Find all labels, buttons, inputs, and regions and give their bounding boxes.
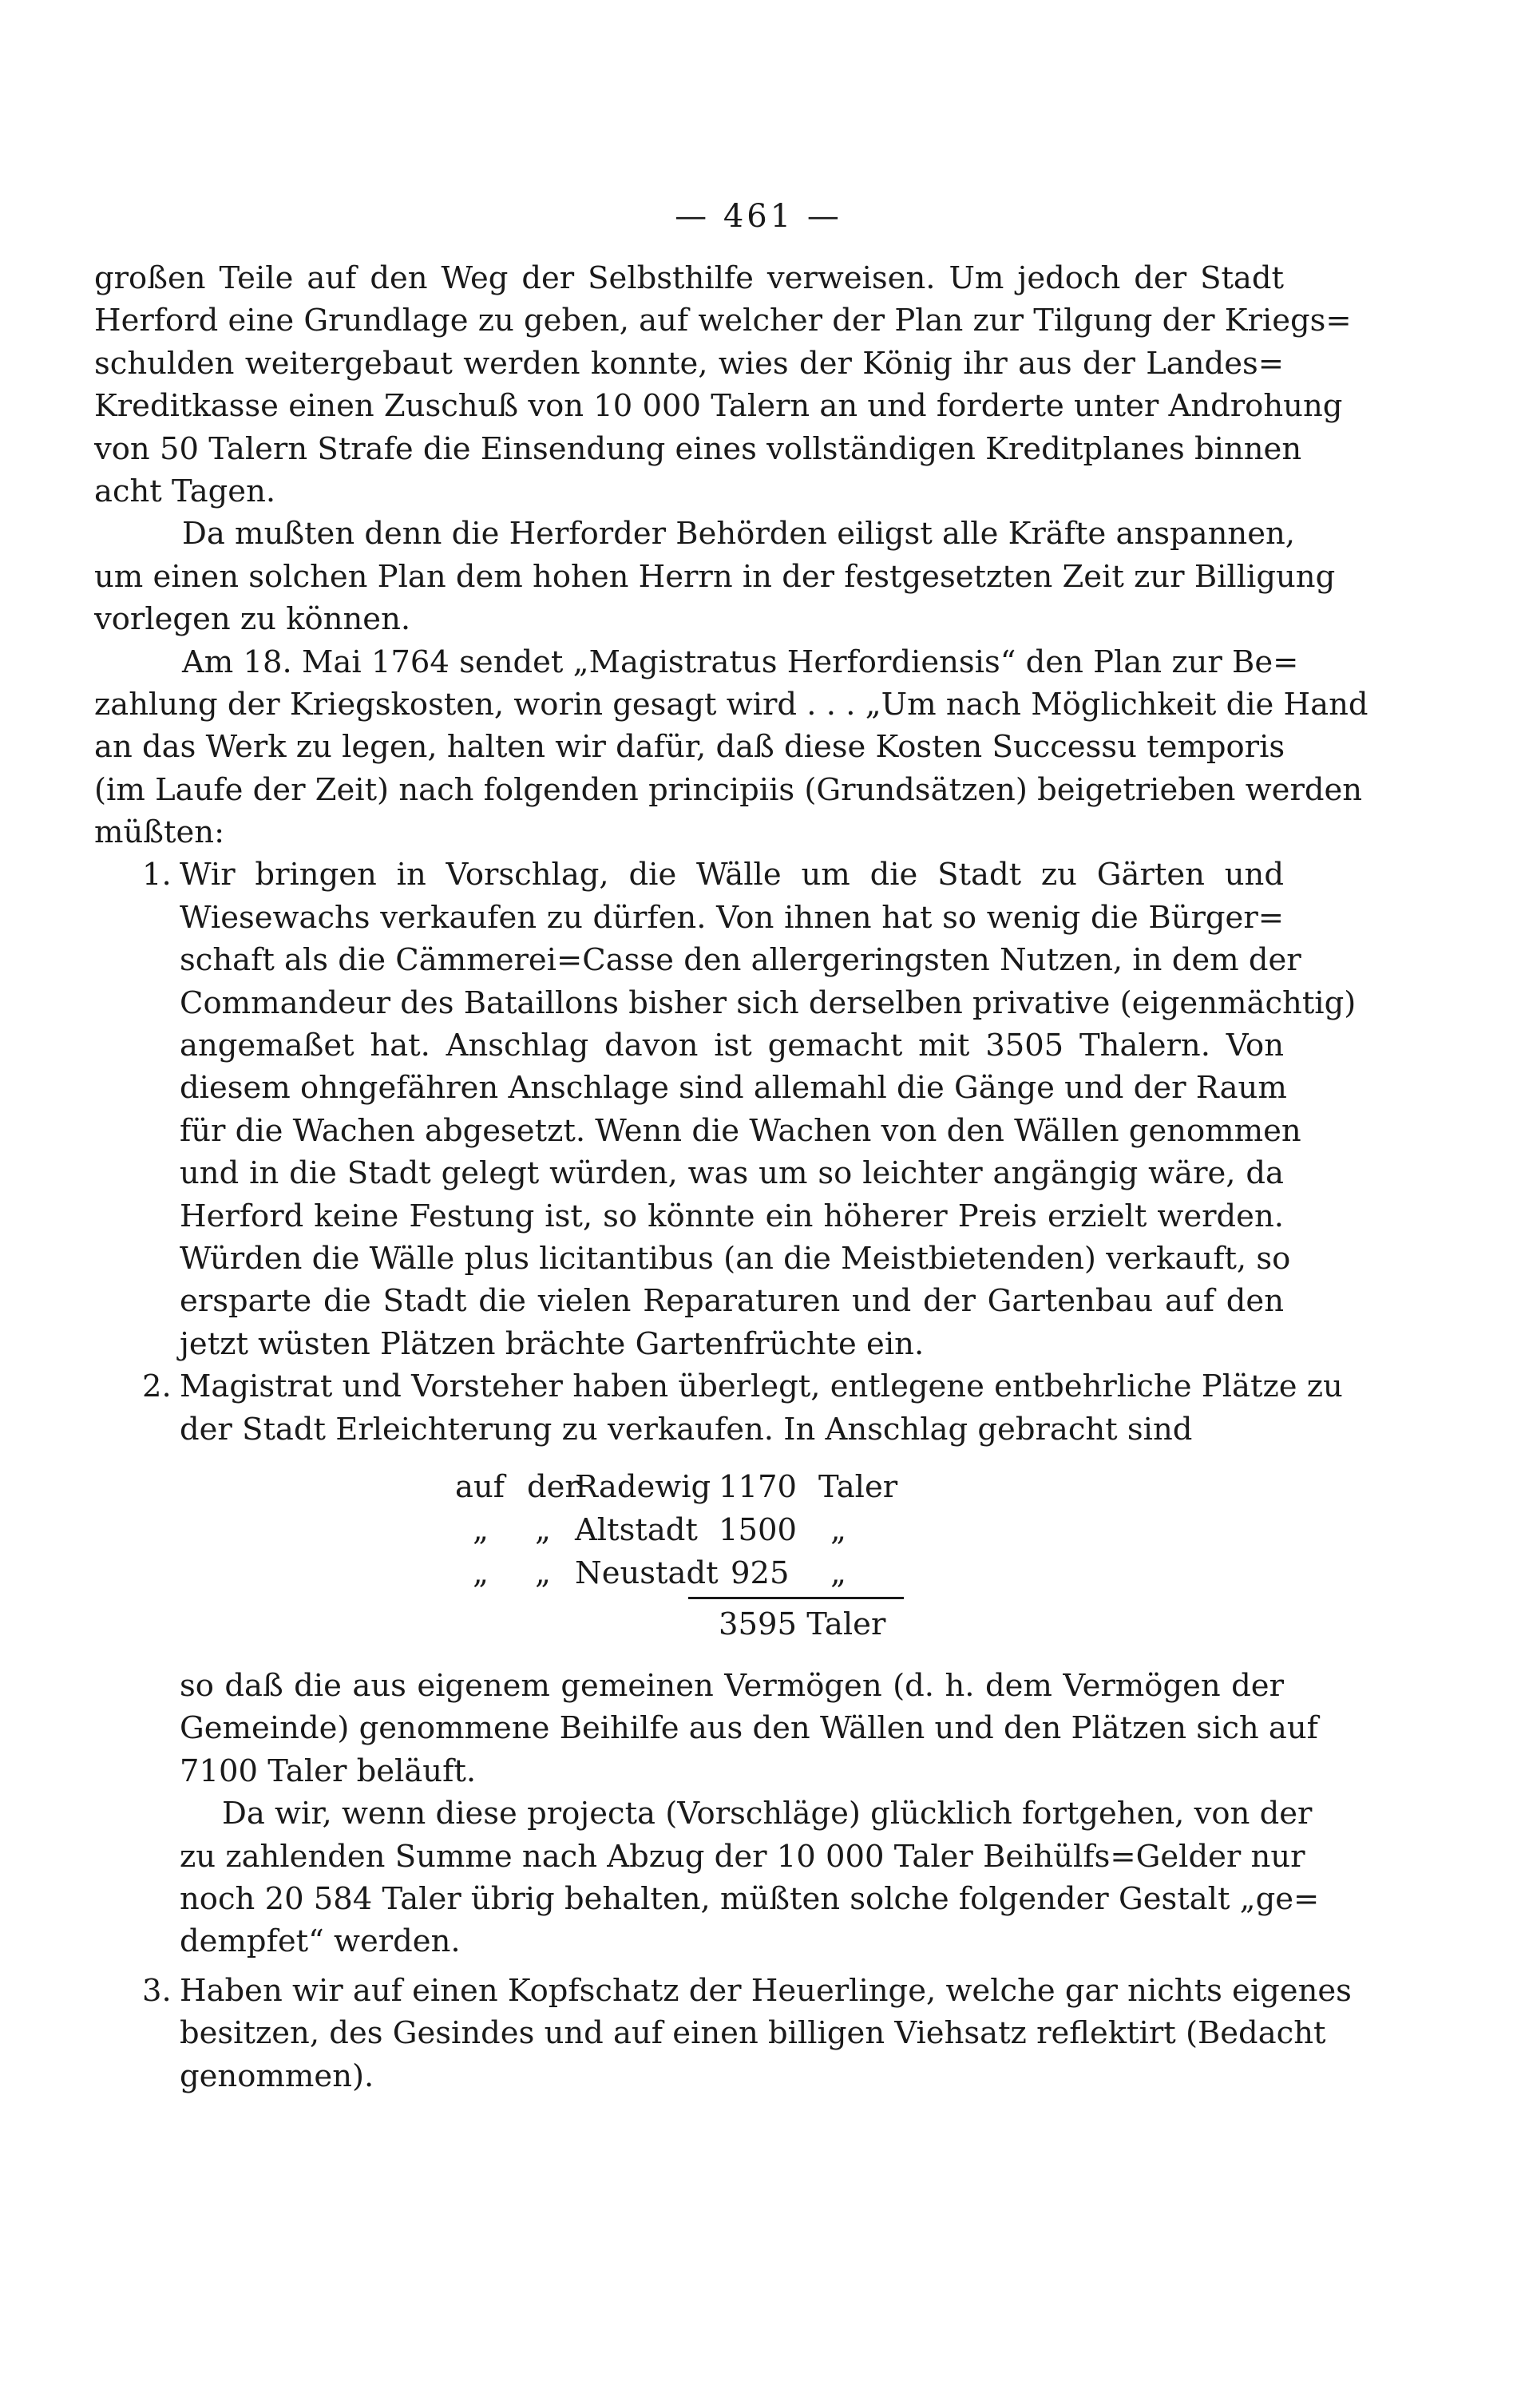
calculation-table [455,1469,902,1642]
list-item-1-line: angemaßet hat. Anschlag davon ist gemacht mit 3505 Thalern. Von [180,1028,1284,1064]
main-text [94,257,1368,1451]
list-number: 1. [142,857,172,893]
list-item-3-line: besitzen, des Gesindes und auf einen billigen Viehsatz reflektirt (Bedacht [180,2015,1326,2052]
list-item-2-line: noch 20 584 Taler übrig behalten, müßten solche folgender Gestalt „ge= [180,1880,1320,1917]
sum-rule [688,1597,904,1599]
list-item-2-line: zu zahlenden Summe nach Abzug der 10 000 Taler Beihülfs=Gelder nur [180,1838,1305,1875]
list-item-2-line: 7100 Taler beläuft. [180,1753,477,1789]
list-item-1-line: und in die Stadt gelegt würden, was um so leichter angängig wäre, da [180,1155,1284,1192]
list-item-2-line: 2. Magistrat und Vorsteher haben überlegt, entlegene entbehrliche Plätze zu [94,1365,1284,1408]
main-text-continued [94,1665,1352,2097]
list-item-1-line: Commandeur des Bataillons bisher sich derselben privative (eigenmächtig) [180,984,1357,1021]
list-item-1-line: jetzt wüsten Plätzen brächte Gartenfrüchte ein. [180,1325,925,1362]
list-item-1-line: Würden die Wälle plus licitantibus (an die Meistbietenden) verkauft, so [180,1240,1291,1277]
list-item-2-line: so daß die aus eigenem gemeinen Vermögen (d. h. dem Vermögen der [180,1668,1284,1704]
list-item-1-line: diesem ohngefähren Anschlage sind allemahl die Gänge und der Raum [180,1070,1287,1107]
text-line: großen Teile auf den Weg der Selbsthilfe verweisen. Um jedoch der Stadt [94,260,1284,296]
text-line: acht Tagen. [94,473,276,509]
list-item-1-line: Herford keine Festung ist, so könnte ein höherer Preis erzielt werden. [180,1198,1284,1234]
list-item-3-line: 3. Haben wir auf einen Kopfschatz der Heuerlinge, welche gar nichts eigenes [94,1970,1284,2012]
text-line: Herford eine Grundlage zu geben, auf welcher der Plan zur Tilgung der Kriegs= [94,303,1352,339]
list-item-2-line: dempfet“ werden. [180,1923,461,1960]
text-line: von 50 Talern Strafe die Einsendung eines vollständigen Kreditplanes binnen [94,430,1302,467]
text-line: vorlegen zu können. [94,601,411,638]
text-line: (im Laufe der Zeit) nach folgenden principiis (Grundsätzen) beigetrieben werden [94,771,1363,808]
calc-total: 3595 Taler [719,1606,886,1642]
calc-row: auf der Radewig 1170 Taler [455,1469,898,1505]
page-number: — 461 — [675,198,842,235]
list-item-1-line: für die Wachen abgesetzt. Wenn die Wachen von den Wällen genommen [180,1112,1301,1149]
text-line: Am 18. Mai 1764 sendet „Magistratus Herfordiensis“ den Plan zur Be= [182,644,1299,680]
list-item-2-line: der Stadt Erleichterung zu verkaufen. In Anschlag gebracht sind [180,1411,1193,1448]
text-line: Kreditkasse einen Zuschuß von 10 000 Talern an und forderte unter Androhung [94,388,1343,425]
list-item-1-line: ersparte die Stadt die vielen Reparaturen und der Gartenbau auf den [180,1283,1284,1320]
list-item-2-line: Gemeinde) genommene Beihilfe aus den Wällen und den Plätzen sich auf [180,1710,1318,1747]
list-item-1-line: Wiesewachs verkaufen zu dürfen. Von ihnen hat so wenig die Bürger= [180,899,1284,936]
list-number: 3. [142,1972,172,2009]
text-line: schulden weitergebaut werden konnte, wies der König ihr aus der Landes= [94,345,1284,382]
list-item-1-line: schaft als die Cämmerei=Casse den allergeringsten Nutzen, in dem der [180,942,1301,979]
text-line: zahlung der Kriegskosten, worin gesagt wird . . . „Um nach Möglichkeit die Hand [94,686,1368,723]
list-item-1-line: 1. Wir bringen in Vorschlag, die Wälle um die Stadt zu Gärten und [94,853,1284,896]
text-line: Da mußten denn die Herforder Behörden eiligst alle Kräfte anspannen, [182,516,1296,552]
calc-row: „ „ Neustadt 925 „ [473,1555,846,1591]
list-item-3-line: genommen). [180,2057,374,2094]
calc-row: „ „ Altstadt 1500 „ [473,1512,846,1548]
text-line: müßten: [94,814,225,851]
text-line: um einen solchen Plan dem hohen Herrn in der festgesetzten Zeit zur Billigung [94,558,1336,595]
text-line: an das Werk zu legen, halten wir dafür, daß diese Kosten Successu temporis [94,729,1285,766]
list-number: 2. [142,1368,172,1405]
list-item-2-line: Da wir, wenn diese projecta (Vorschläge) glücklich fortgehen, von der [222,1796,1313,1832]
